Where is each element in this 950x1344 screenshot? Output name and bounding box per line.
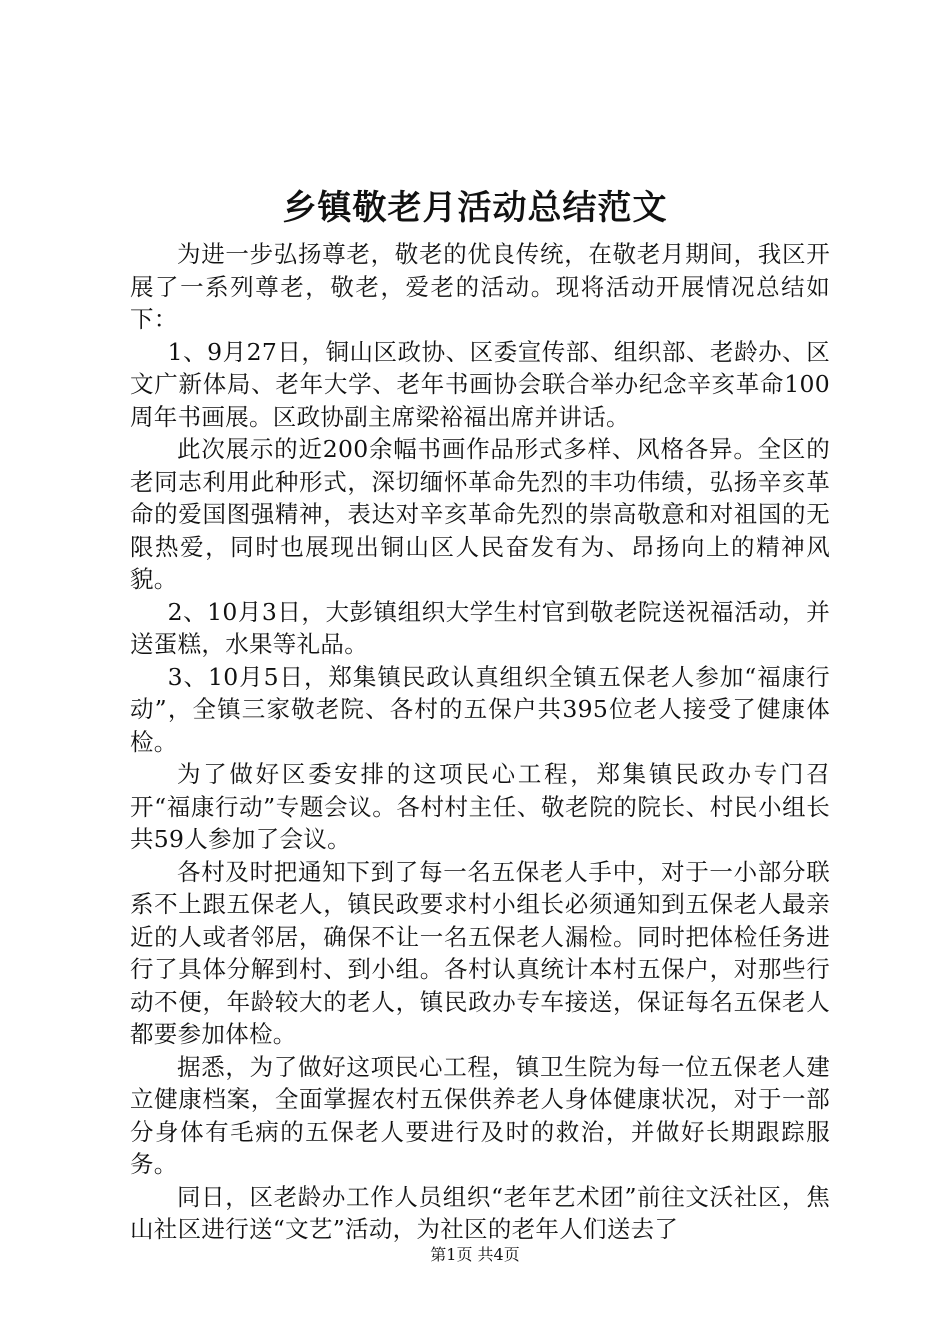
paragraph-meeting: 为了做好区委安排的这项民心工程，郑集镇民政办专门召开“福康行动”专题会议。各村村主任、敬老院的院长、村民小组长共59人参加了会议。 <box>130 760 830 853</box>
document-title: 乡镇敬老月活动总结范文 <box>282 188 668 228</box>
paragraph-intro: 为进一步弘扬尊老，敬老的优良传统，在敬老月期间，我区开展了一系列尊老，敬老，爱老的活动。现将活动开展情况总结如下： <box>130 240 830 333</box>
paragraph-exhibition: 此次展示的近200余幅书画作品形式多样、风格各异。全区的老同志利用此种形式，深切缅怀革命先烈的丰功伟绩，弘扬辛亥革命的爱国图强精神，表达对辛亥革命先烈的崇高敬意和对祖国的无限热爱，同时也展现出铜山区人民奋发有为、昂扬向上的精神风貌。 <box>130 435 830 593</box>
paragraph-art-troupe: 同日，区老龄办工作人员组织“老年艺术团”前往文沃社区，焦山社区进行送“文艺”活动，为社区的老年人们送去了 <box>130 1182 830 1243</box>
paragraph-item-3: 3、10月5日，郑集镇民政认真组织全镇五保老人参加“福康行动”，全镇三家敬老院、各村的五保户共395位老人接受了健康体检。 <box>130 662 830 756</box>
paragraph-item-2: 2、10月3日，大彭镇组织大学生村官到敬老院送祝福活动，并送蛋糕，水果等礼品。 <box>130 597 830 658</box>
paragraph-item-1: 1、9月27日，铜山区政协、区委宣传部、组织部、老龄办、区文广新体局、老年大学、老年书画协会联合举办纪念辛亥革命100周年书画展。区政协副主席梁裕福出席并讲话。 <box>130 337 830 431</box>
paragraph-health-records: 据悉，为了做好这项民心工程，镇卫生院为每一位五保老人建立健康档案，全面掌握农村五保供养老人身体健康状况，对于一部分身体有毛病的五保老人要进行及时的救治，并做好长期跟踪服务。 <box>130 1052 830 1178</box>
paragraph-notification: 各村及时把通知下到了每一名五保老人手中，对于一小部分联系不上跟五保老人，镇民政要求村小组长必须通知到五保老人最亲近的人或者邻居，确保不让一名五保老人漏检。同时把体检任务进行了具体分解到村、到小组。各村认真统计本村五保户，对那些行动不便，年龄较大的老人，镇民政办专车接送，保证每名五保老人都要参加体检。 <box>130 857 830 1048</box>
document-body <box>130 238 830 1246</box>
page-footer: 第1页 共4页 <box>430 1245 520 1264</box>
